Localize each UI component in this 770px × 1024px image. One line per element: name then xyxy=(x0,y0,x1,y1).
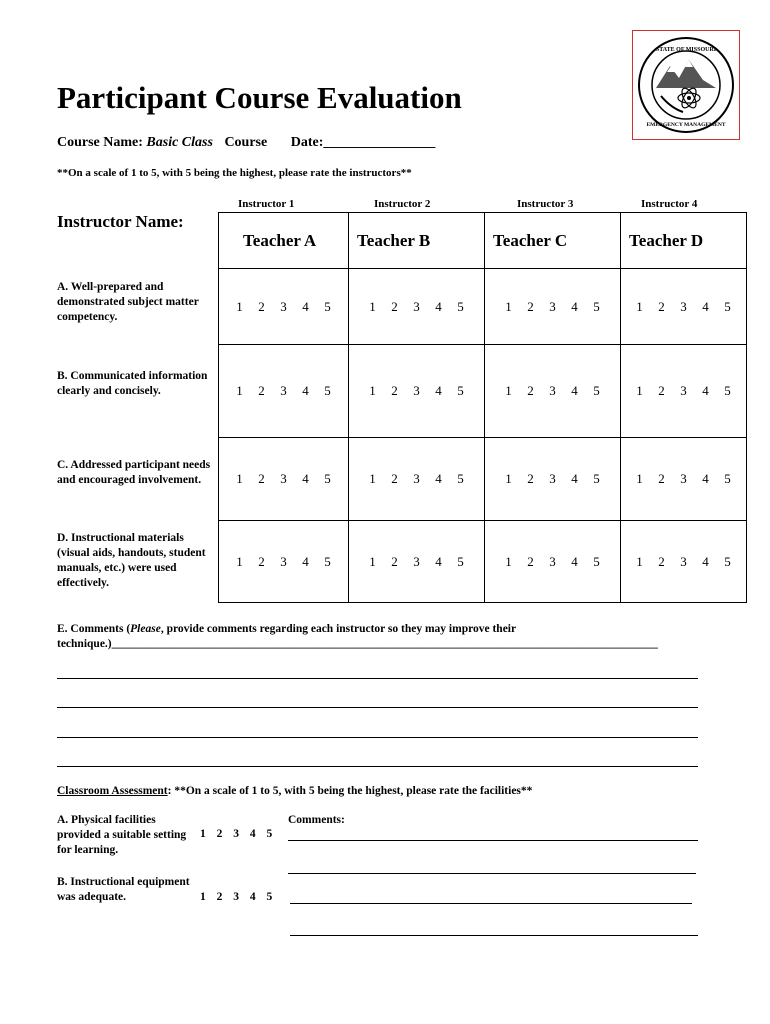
seal-icon xyxy=(637,36,735,134)
rating-options xyxy=(485,383,620,399)
instructor-3-name: Teacher C xyxy=(485,213,621,269)
rating-option-5[interactable]: 5 xyxy=(593,298,600,314)
rating-option-1[interactable]: 1 xyxy=(369,298,376,314)
rating-cell-d-instructor-1 xyxy=(219,521,349,603)
instructor-3-header: Instructor 3 xyxy=(517,198,574,210)
rating-option-3[interactable]: 3 xyxy=(413,383,420,398)
comments-please: Please xyxy=(130,623,161,635)
facility-comment-line-1[interactable] xyxy=(288,840,698,841)
rating-option-3[interactable]: 3 xyxy=(280,553,287,569)
rating-option-3[interactable]: 3 xyxy=(280,471,287,486)
facility-b-rating[interactable]: 1 2 3 4 5 xyxy=(200,891,277,903)
rating-options xyxy=(349,554,484,570)
rating-option-5[interactable]: 5 xyxy=(593,383,600,398)
rating-option-3[interactable]: 3 xyxy=(280,383,287,398)
rating-cell-a-instructor-4 xyxy=(621,269,747,345)
classroom-assessment-title: Classroom Assessment xyxy=(57,785,168,797)
rating-cell-b-instructor-4 xyxy=(621,345,747,438)
rating-option-4[interactable]: 4 xyxy=(302,298,309,314)
facility-a-label: A. Physical facilities provided a suitable setting for learning. xyxy=(57,814,187,856)
rating-option-1[interactable]: 1 xyxy=(505,553,512,569)
rating-option-4[interactable]: 4 xyxy=(302,553,309,569)
rating-cell-a-instructor-3 xyxy=(485,269,621,345)
rating-option-1[interactable]: 1 xyxy=(636,298,643,314)
rating-option-1[interactable]: 1 xyxy=(236,471,243,486)
course-name-label: Course Name: xyxy=(57,135,143,150)
rating-options xyxy=(219,471,348,487)
rating-options xyxy=(349,383,484,399)
rating-option-4[interactable]: 4 xyxy=(702,298,709,314)
rating-option-5[interactable]: 5 xyxy=(324,471,331,486)
page-title: Participant Course Evaluation xyxy=(57,80,462,115)
rating-option-5[interactable]: 5 xyxy=(724,383,731,398)
rating-options xyxy=(485,554,620,570)
rating-options xyxy=(219,554,348,570)
rating-cell-c-instructor-2 xyxy=(349,438,485,521)
rating-option-5[interactable]: 5 xyxy=(724,553,731,569)
comments-prefix: E. Comments ( xyxy=(57,623,131,635)
rating-option-2[interactable]: 2 xyxy=(391,383,398,398)
rating-cell-c-instructor-4 xyxy=(621,438,747,521)
instructor-names-row xyxy=(219,213,747,269)
classroom-scale-note: : **On a scale of 1 to 5, with 5 being the highest, please rate the facilities** xyxy=(167,785,533,797)
instructor-name-label: Instructor Name: xyxy=(57,212,184,231)
rating-option-4[interactable]: 4 xyxy=(571,298,578,314)
course-word: Course xyxy=(224,135,268,150)
rating-option-3[interactable]: 3 xyxy=(280,298,287,314)
rating-options xyxy=(485,299,620,315)
rating-option-3[interactable]: 3 xyxy=(680,471,687,486)
rating-row-a xyxy=(219,269,747,345)
rating-cell-b-instructor-3 xyxy=(485,345,621,438)
rating-option-1[interactable]: 1 xyxy=(505,298,512,314)
rating-options xyxy=(349,299,484,315)
facility-comments-label: Comments: xyxy=(288,814,345,826)
rating-option-1[interactable]: 1 xyxy=(369,383,376,398)
comment-line-3[interactable] xyxy=(57,737,698,738)
comment-line-1[interactable] xyxy=(57,678,698,679)
rating-option-5[interactable]: 5 xyxy=(324,553,331,569)
rating-option-1[interactable]: 1 xyxy=(236,553,243,569)
rating-option-2[interactable]: 2 xyxy=(258,383,265,398)
rating-option-1[interactable]: 1 xyxy=(236,298,243,314)
rating-option-2[interactable]: 2 xyxy=(391,298,398,314)
rating-option-3[interactable]: 3 xyxy=(680,298,687,314)
svg-text:STATE OF MISSOURI: STATE OF MISSOURI xyxy=(655,47,717,53)
rating-cell-d-instructor-2 xyxy=(349,521,485,603)
comments-prompt xyxy=(57,622,717,652)
rating-option-2[interactable]: 2 xyxy=(258,553,265,569)
rating-option-4[interactable]: 4 xyxy=(435,298,442,314)
facility-a-rating[interactable]: 1 2 3 4 5 xyxy=(200,828,277,840)
rating-option-5[interactable]: 5 xyxy=(724,298,731,314)
rating-row-d xyxy=(219,521,747,603)
rating-options xyxy=(219,299,348,315)
rating-options xyxy=(219,383,348,399)
date-field[interactable]: Date:________________ xyxy=(290,135,436,150)
instructor-1-name: Teacher A xyxy=(219,213,349,269)
rating-option-4[interactable]: 4 xyxy=(571,471,578,486)
instructor-2-header: Instructor 2 xyxy=(374,198,431,210)
rating-option-4[interactable]: 4 xyxy=(702,553,709,569)
facility-comment-line-3[interactable] xyxy=(290,903,692,904)
rating-option-2[interactable]: 2 xyxy=(527,471,534,486)
rating-option-1[interactable]: 1 xyxy=(369,553,376,569)
rating-option-4[interactable]: 4 xyxy=(302,383,309,398)
facility-b-label: B. Instructional equipment was adequate. xyxy=(57,876,190,903)
svg-text:EMERGENCY MANAGEMENT: EMERGENCY MANAGEMENT xyxy=(646,122,726,128)
comment-line-2[interactable] xyxy=(57,707,698,708)
rating-option-2[interactable]: 2 xyxy=(258,298,265,314)
rating-option-3[interactable]: 3 xyxy=(413,553,420,569)
rating-option-1[interactable]: 1 xyxy=(636,383,643,398)
rating-option-2[interactable]: 2 xyxy=(658,471,665,486)
comments-suffix: , provide comments regarding each instructor so they may improve their technique.)_______________________________________________________________________________________________ xyxy=(57,623,658,650)
rating-option-5[interactable]: 5 xyxy=(324,298,331,314)
rating-option-2[interactable]: 2 xyxy=(258,471,265,486)
rating-option-1[interactable]: 1 xyxy=(505,471,512,486)
rating-option-5[interactable]: 5 xyxy=(593,553,600,569)
course-name-value[interactable]: Basic Class xyxy=(146,135,213,150)
rating-cell-d-instructor-4 xyxy=(621,521,747,603)
criterion-c-label: C. Addressed participant needs and encouraged involvement. xyxy=(57,459,211,486)
criterion-a-label: A. Well-prepared and demonstrated subject matter competency. xyxy=(57,281,199,323)
instructor-2-name: Teacher B xyxy=(349,213,485,269)
rating-option-5[interactable]: 5 xyxy=(457,471,464,486)
rating-cell-a-instructor-2 xyxy=(349,269,485,345)
rating-option-1[interactable]: 1 xyxy=(636,553,643,569)
rating-option-5[interactable]: 5 xyxy=(457,553,464,569)
rating-option-2[interactable]: 2 xyxy=(391,471,398,486)
rating-options xyxy=(485,471,620,487)
rating-row-b xyxy=(219,345,747,438)
rating-option-5[interactable]: 5 xyxy=(593,471,600,486)
rating-cell-b-instructor-2 xyxy=(349,345,485,438)
rating-option-2[interactable]: 2 xyxy=(527,553,534,569)
rating-option-4[interactable]: 4 xyxy=(571,553,578,569)
rating-option-4[interactable]: 4 xyxy=(302,471,309,486)
instructor-4-name: Teacher D xyxy=(621,213,747,269)
rating-option-3[interactable]: 3 xyxy=(680,383,687,398)
rating-option-3[interactable]: 3 xyxy=(549,383,556,398)
rating-option-5[interactable]: 5 xyxy=(457,383,464,398)
instructor-1-header: Instructor 1 xyxy=(238,198,295,210)
rating-option-3[interactable]: 3 xyxy=(549,553,556,569)
rating-option-2[interactable]: 2 xyxy=(391,553,398,569)
course-info xyxy=(57,135,435,151)
rating-option-3[interactable]: 3 xyxy=(413,298,420,314)
rating-option-3[interactable]: 3 xyxy=(680,553,687,569)
rating-option-1[interactable]: 1 xyxy=(369,471,376,486)
instructor-rating-table xyxy=(218,212,747,603)
comment-line-4[interactable] xyxy=(57,766,698,767)
rating-cell-c-instructor-3 xyxy=(485,438,621,521)
rating-option-4[interactable]: 4 xyxy=(702,383,709,398)
rating-option-1[interactable]: 1 xyxy=(236,383,243,398)
rating-option-2[interactable]: 2 xyxy=(658,383,665,398)
rating-option-5[interactable]: 5 xyxy=(724,471,731,486)
rating-options xyxy=(621,299,746,315)
rating-option-2[interactable]: 2 xyxy=(658,298,665,314)
rating-option-4[interactable]: 4 xyxy=(435,383,442,398)
rating-cell-d-instructor-3 xyxy=(485,521,621,603)
rating-option-4[interactable]: 4 xyxy=(435,471,442,486)
instructor-4-header: Instructor 4 xyxy=(641,198,698,210)
facility-comment-line-4[interactable] xyxy=(290,935,698,936)
rating-option-3[interactable]: 3 xyxy=(413,471,420,486)
rating-row-c xyxy=(219,438,747,521)
rating-option-4[interactable]: 4 xyxy=(571,383,578,398)
rating-option-5[interactable]: 5 xyxy=(324,383,331,398)
rating-options xyxy=(621,383,746,399)
rating-option-4[interactable]: 4 xyxy=(702,471,709,486)
rating-option-5[interactable]: 5 xyxy=(457,298,464,314)
rating-option-4[interactable]: 4 xyxy=(435,553,442,569)
rating-option-1[interactable]: 1 xyxy=(636,471,643,486)
rating-option-2[interactable]: 2 xyxy=(658,553,665,569)
classroom-assessment-heading xyxy=(57,785,532,797)
facility-comment-line-2[interactable] xyxy=(288,873,696,874)
criterion-b-label: B. Communicated information clearly and concisely. xyxy=(57,370,208,397)
rating-options xyxy=(621,554,746,570)
rating-option-3[interactable]: 3 xyxy=(549,471,556,486)
rating-options xyxy=(621,471,746,487)
criterion-d-label: D. Instructional materials (visual aids, handouts, student manuals, etc.) were used effectively. xyxy=(57,532,206,589)
agency-seal xyxy=(632,30,740,140)
rating-option-2[interactable]: 2 xyxy=(527,383,534,398)
rating-options xyxy=(349,471,484,487)
rating-cell-a-instructor-1 xyxy=(219,269,349,345)
rating-cell-c-instructor-1 xyxy=(219,438,349,521)
instructor-scale-note: **On a scale of 1 to 5, with 5 being the highest, please rate the instructors** xyxy=(57,167,412,179)
rating-option-1[interactable]: 1 xyxy=(505,383,512,398)
rating-cell-b-instructor-1 xyxy=(219,345,349,438)
rating-option-3[interactable]: 3 xyxy=(549,298,556,314)
rating-option-2[interactable]: 2 xyxy=(527,298,534,314)
